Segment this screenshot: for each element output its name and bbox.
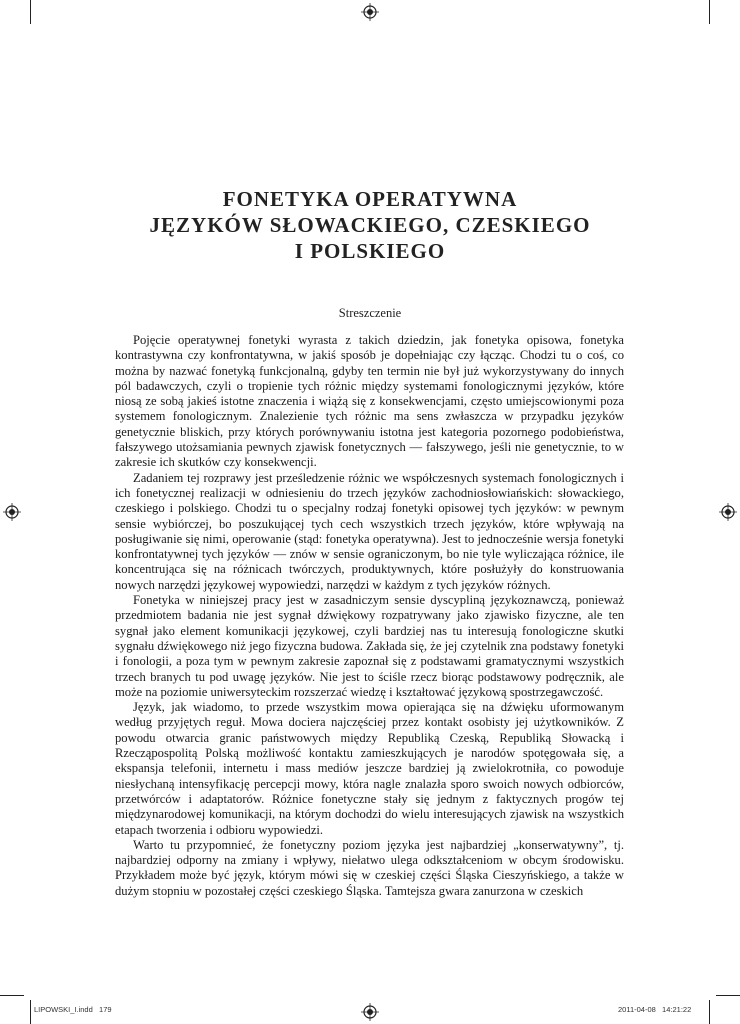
registration-mark-icon [361, 1003, 379, 1021]
section-heading: Streszczenie [338, 306, 402, 320]
registration-mark-icon [361, 3, 379, 21]
title-line: I POLSKIEGO [294, 239, 446, 263]
footer-file-info: LIPOWSKI_I.indd 179 [34, 1005, 112, 1014]
title-line: JĘZYKÓW SŁOWACKIEGO, CZESKIEGO [149, 213, 591, 237]
crop-mark [716, 995, 740, 996]
crop-mark [30, 0, 31, 24]
crop-mark [0, 995, 24, 996]
paragraph: Warto tu przypomnieć, że fonetyczny poziom języka jest najbardziej „konserwatywny”, tj. najbardziej odporny na zmiany i wpływy, niełatwo ulega odkształceniom w obcym środowisku. Przykładem może być język, którym mówi się w czeskiej części Śląska Cieszyńskiego, a także w dużym stopniu w pozostałej części czeskiego Śląska. Tamtejsza gwara zanurzona w czeskich [115, 837, 624, 898]
crop-mark [709, 0, 710, 24]
registration-mark-icon [719, 503, 737, 521]
crop-mark [709, 1000, 710, 1024]
title-line: FONETYKA OPERATYWNA [222, 187, 518, 211]
paragraph: Język, jak wiadomo, to przede wszystkim mowa opierająca się na dźwięku uformowanym według przyjętych reguł. Mowa dociera najczęściej przez kontakt osobisty jej użytkowników. Z powodu otwarcia granic państwowych między Republiką Czeską, Republiką Słowacką i Rzecząpospolitą Polską możliwość kontaktu zamieszkujących je narodów spotęgowała się, a ekspansja telefonii, internetu i mass mediów jeszcze bardziej ją zwielokrotniła, co powoduje niesłychaną intensyfikację percepcji mowy, która nagle znalazła sporo swoich nowych odbiorców, przetwórców i adaptatorów. Różnice fonetyczne stały się jednym z faktycznych progów tej międzynarodowej komunikacji, na którym dochodzi do wielu interesujących zjawisk na wszystkich etapach tworzenia i odbioru wypowiedzi. [115, 700, 624, 837]
paragraph: Pojęcie operatywnej fonetyki wyrasta z takich dziedzin, jak fonetyka opisowa, fonetyka kontrastywna czy konfrontatywna, w jakiś sposób je dopełniając czy łącząc. Chodzi tu o coś, co można by nazwać fonetyką funkcjonalną, gdyby ten termin nie był już wykorzystywany do innych pól badawczych, czyli o tropienie tych różnic między systemami fonologicznymi języków, które niosą ze sobą jakieś istotne znaczenia i wiążą się z konsekwencjami, często umiejscowionymi poza systemem fonologicznym. Znalezienie tych różnic ma sens zwłaszcza w przypadku języków genetycznie bliskich, przy których porównywaniu istotna jest kategoria pozornego podobieństwa, fałszywego utożsamiania pewnych zjawisk fonetycznych — fałszywego, jeśli nie genetycznie, to w zakresie ich skutków czy konsekwencji. [115, 333, 624, 470]
footer-datetime: 2011-04-08 14:21:22 [618, 1005, 692, 1014]
paragraph: Zadaniem tej rozprawy jest prześledzenie różnic we współczesnych systemach fonologicznych i ich fonetycznej realizacji w odniesieniu do trzech języków zachodniosłowiańskich: słowackiego, czeskiego i polskiego. Chodzi tu o specjalny rodzaj fonetyki opisowej tych języków: w pewnym sensie wybiórczej, bo poszukującej tych cech wszystkich trzech języków, które wpływają na posługiwanie się nimi, operowanie (stąd: fonetyka operatywna). Jest to jednocześnie wersja fonetyki konfrontatywnej tych języków — znów w sensie ograniczonym, bo nie tyle wyliczająca różnice, ile koncentrująca się na różnicach twórczych, produktywnych, które posłużyły do konstruowania nowych narzędzi językowej wypowiedzi, narzędzi w każdym z tych języków różnych. [115, 470, 624, 592]
crop-mark [30, 1000, 31, 1024]
registration-mark-icon [3, 503, 21, 521]
paragraph: Fonetyka w niniejszej pracy jest w zasadniczym sensie dyscypliną językoznawczą, ponieważ przedmiotem badania nie jest sygnał dźwiękowy rozpatrywany jako zjawisko fizyczne, ale ten sygnał jako element komunikacji językowej, czyli bardziej nas tu interesują fonologiczne skutki sygnału dźwiękowego niż jego fizyczna budowa. Zakłada się, że jej czytelnik zna podstawy fonetyki i fonologii, a poza tym w pewnym zakresie zapoznał się z podstawami gramatycznymi wszystkich trzech branych tu pod uwagę języków. Nie jest to ściśle rzecz biorąc podstawowy podręcznik, ale może na poziomie uniwersyteckim rozszerzać wiedzę i kształtować językową spostrzegawczość. [115, 593, 624, 699]
body-text [115, 333, 624, 899]
page-title [0, 186, 740, 264]
